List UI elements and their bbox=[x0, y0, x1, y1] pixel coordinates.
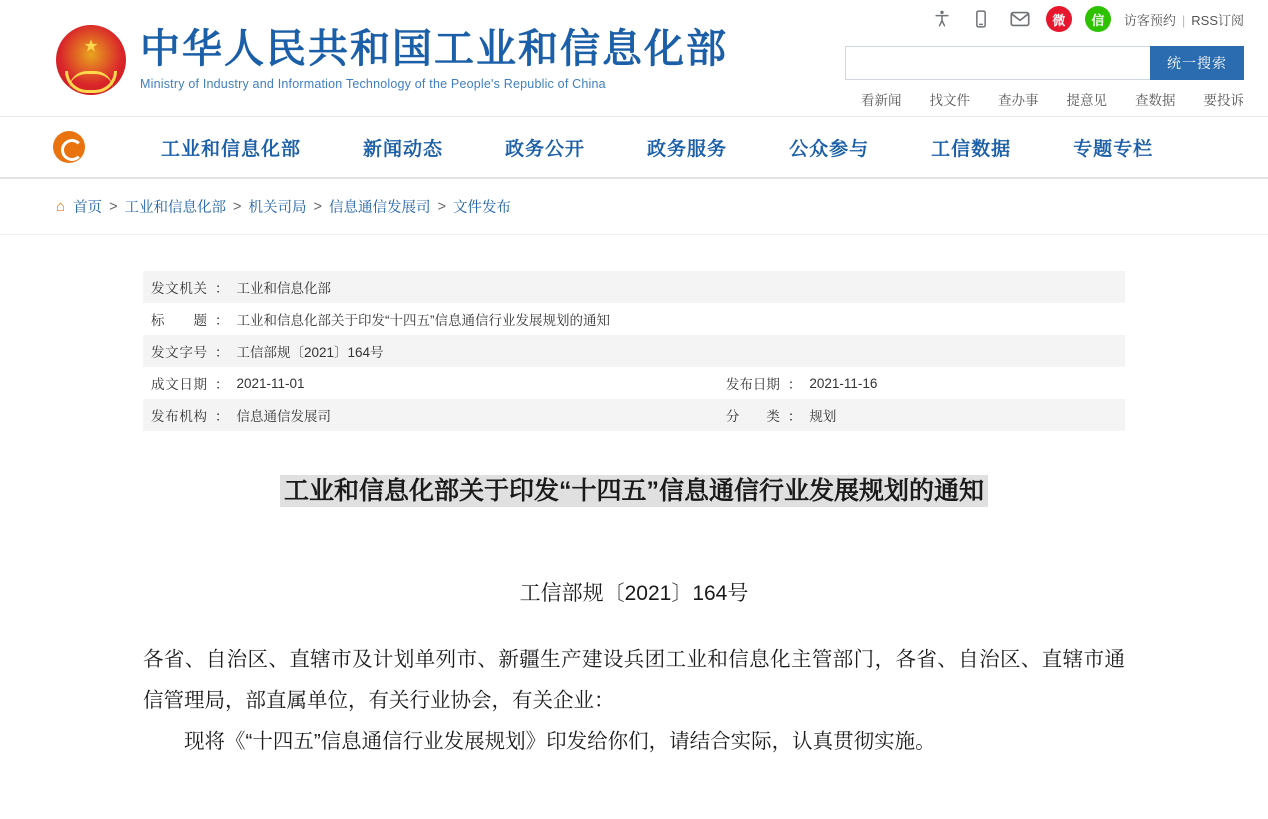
nav-item-public-participation[interactable]: 公众参与 bbox=[789, 138, 870, 160]
home-icon: ⌂ bbox=[56, 198, 66, 215]
document-paragraph: 现将《“十四五”信息通信行业发展规划》印发给你们，请结合实际，认真贯彻实施。 bbox=[184, 730, 936, 753]
meta-label-category: 分类 bbox=[654, 399, 788, 431]
breadcrumb-separator: > bbox=[437, 198, 446, 215]
search-button[interactable]: 统一搜索 bbox=[1150, 46, 1244, 80]
meta-colon: ： bbox=[215, 399, 229, 431]
table-row bbox=[143, 367, 1125, 399]
breadcrumb-item-bureau[interactable]: 信息通信发展司 bbox=[328, 200, 431, 216]
table-row bbox=[143, 303, 1125, 335]
document-number: 工信部规〔2021〕164号 bbox=[519, 582, 749, 605]
rss-link[interactable]: RSS订阅 bbox=[1191, 12, 1244, 28]
quick-link-feedback[interactable]: 提意见 bbox=[1066, 93, 1107, 108]
breadcrumb-item-departments[interactable]: 机关司局 bbox=[248, 200, 307, 216]
meta-value-publish-date: 2021-11-16 bbox=[809, 375, 878, 391]
mii-logo-icon bbox=[53, 131, 85, 163]
document-container bbox=[0, 271, 1268, 762]
nav-item-news[interactable]: 新闻动态 bbox=[363, 138, 444, 160]
main-navigation bbox=[0, 117, 1268, 179]
breadcrumb bbox=[0, 179, 1268, 235]
page-title bbox=[143, 471, 1125, 511]
visit-booking-link[interactable]: 访客预约 bbox=[1123, 12, 1176, 28]
meta-colon: ： bbox=[788, 399, 802, 431]
document-body bbox=[143, 639, 1125, 762]
meta-label-issuing-authority: 发文机关 bbox=[143, 271, 215, 303]
top-link-separator: | bbox=[1181, 12, 1186, 28]
meta-value-subject: 工业和信息化部关于印发“十四五”信息通信行业发展规划的通知 bbox=[236, 313, 610, 328]
nav-item-topics[interactable]: 专题专栏 bbox=[1073, 138, 1154, 160]
mail-icon[interactable] bbox=[1007, 6, 1033, 32]
breadcrumb-item-home[interactable]: 首页 bbox=[73, 200, 103, 216]
mobile-icon[interactable] bbox=[968, 6, 994, 32]
meta-value-category: 规划 bbox=[801, 399, 1125, 431]
weibo-icon[interactable]: 微 bbox=[1046, 6, 1072, 32]
quick-link-news[interactable]: 看新闻 bbox=[861, 93, 902, 108]
meta-colon: ： bbox=[215, 335, 229, 367]
site-title-en: Ministry of Industry and Information Technology of the People's Republic of China bbox=[140, 77, 606, 91]
breadcrumb-separator: > bbox=[109, 198, 118, 215]
meta-colon: ： bbox=[215, 271, 229, 303]
accessibility-icon[interactable] bbox=[929, 6, 955, 32]
breadcrumb-item-ministry[interactable]: 工业和信息化部 bbox=[124, 200, 227, 216]
meta-colon: ： bbox=[787, 377, 802, 392]
meta-value-publisher: 信息通信发展司 bbox=[229, 399, 654, 431]
quick-link-complaint[interactable]: 要投诉 bbox=[1203, 93, 1244, 108]
search-input[interactable] bbox=[845, 46, 1150, 80]
quick-links bbox=[861, 89, 1244, 109]
nav-item-data[interactable]: 工信数据 bbox=[931, 138, 1012, 160]
nav-item-government-affairs[interactable]: 政务公开 bbox=[505, 138, 586, 160]
site-header bbox=[0, 0, 1268, 117]
meta-label-subject: 标题 bbox=[151, 313, 207, 328]
breadcrumb-separator: > bbox=[233, 198, 242, 215]
meta-colon: ： bbox=[215, 377, 229, 392]
national-emblem-icon: ★ bbox=[56, 25, 126, 95]
table-row bbox=[143, 271, 1125, 303]
nav-item-government-services[interactable]: 政务服务 bbox=[647, 138, 728, 160]
quick-link-files[interactable]: 找文件 bbox=[929, 93, 970, 108]
quick-link-data[interactable]: 查数据 bbox=[1135, 93, 1176, 108]
meta-label-publisher: 发布机构 bbox=[143, 399, 215, 431]
wechat-icon[interactable]: 信 bbox=[1085, 6, 1111, 32]
meta-label-written-date: 成文日期 bbox=[151, 377, 207, 392]
page-title-text: 工业和信息化部关于印发“十四五”信息通信行业发展规划的通知 bbox=[280, 475, 988, 507]
breadcrumb-separator: > bbox=[313, 198, 322, 215]
meta-label-doc-number: 发文字号 bbox=[143, 335, 215, 367]
breadcrumb-item-documents[interactable]: 文件发布 bbox=[452, 200, 511, 216]
quick-link-services[interactable]: 查办事 bbox=[998, 93, 1039, 108]
nav-item-ministry[interactable]: 工业和信息化部 bbox=[161, 138, 302, 160]
meta-label-publish-date: 发布日期 bbox=[725, 377, 780, 392]
site-title bbox=[140, 26, 728, 91]
meta-value-written-date: 2021-11-01 bbox=[236, 375, 305, 391]
document-paragraph: 各省、自治区、直辖市及计划单列市、新疆生产建设兵团工业和信息化主管部门，各省、自治区、直辖市通信管理局，部直属单位，有关行业协会，有关企业： bbox=[143, 648, 1125, 712]
search-bar bbox=[845, 46, 1244, 80]
top-utility-bar bbox=[929, 6, 1244, 32]
table-row bbox=[143, 335, 1125, 367]
document-meta-table bbox=[143, 271, 1125, 431]
meta-colon: ： bbox=[215, 313, 229, 328]
meta-value-doc-number: 工信部规〔2021〕164号 bbox=[229, 335, 1126, 367]
table-row bbox=[143, 399, 1125, 431]
meta-value-issuing-authority: 工业和信息化部 bbox=[229, 271, 1126, 303]
site-title-cn: 中华人民共和国工业和信息化部 bbox=[140, 27, 728, 71]
